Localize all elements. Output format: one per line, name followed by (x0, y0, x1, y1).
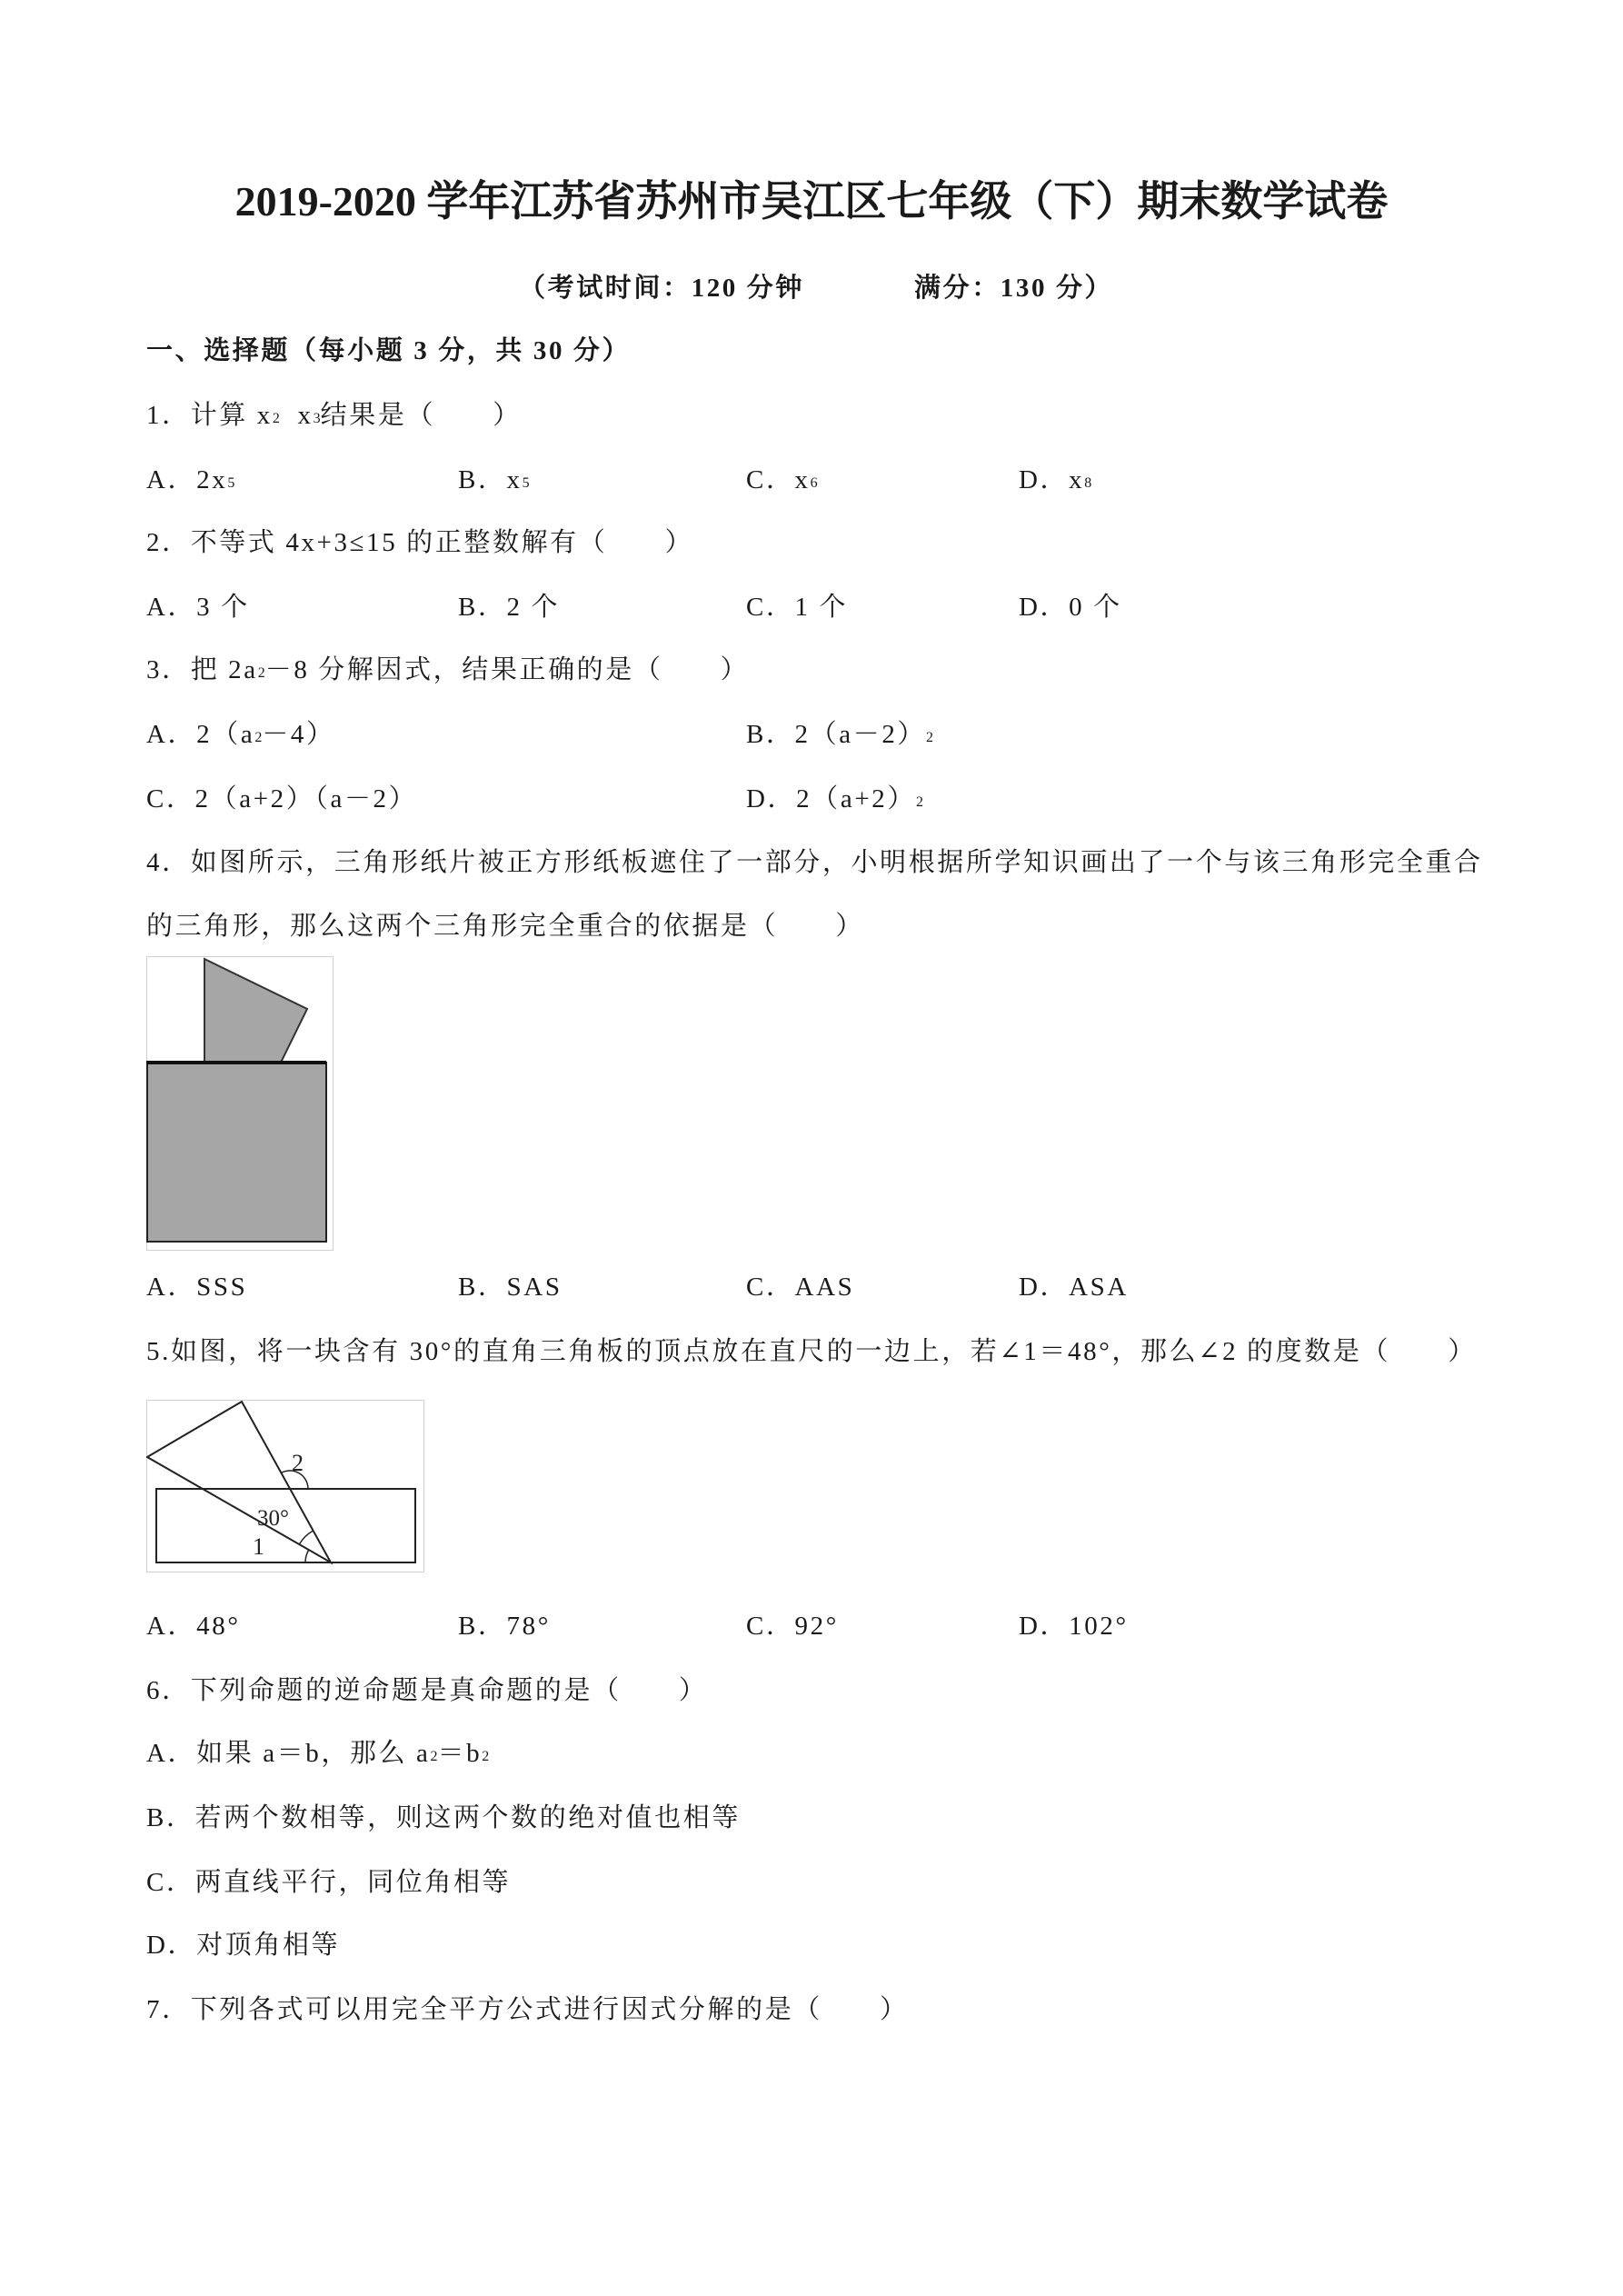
angle-30-arc (299, 1531, 313, 1544)
exponent: 2 (254, 730, 263, 746)
q6-option-b: B．若两个数相等，则这两个数的绝对值也相等 (146, 1803, 741, 1832)
q2-option-a: A．3 个 (146, 593, 250, 622)
exponent: 6 (810, 475, 818, 492)
q1-option-c (746, 464, 818, 500)
question-1 (146, 399, 522, 435)
square-board (147, 1063, 326, 1242)
q2-option-b: B．2 个 (458, 593, 561, 622)
question-4-line-1: 4．如图所示，三角形纸片被正方形纸板遮住了一部分，小明根据所学知识画出了一个与该三角形完全重合 (146, 848, 1483, 877)
option-text: A．如果 a＝b，那么 a (146, 1739, 431, 1768)
question-text: 结果是（ ） (320, 401, 522, 430)
q1-option-d (1019, 464, 1091, 500)
q5-option-c: C．92° (746, 1612, 839, 1641)
q3-option-a (146, 718, 335, 754)
q1-option-b (458, 464, 530, 500)
exponent: 2 (926, 730, 934, 746)
question-7: 7．下列各式可以用完全平方公式进行因式分解的是（ ） (146, 1995, 909, 2024)
option-text: B．x (458, 465, 523, 494)
option-text: D．x (1019, 465, 1085, 494)
section-header: 一、选择题（每小题 3 分，共 30 分） (146, 336, 632, 365)
q2-option-d: D．0 个 (1019, 593, 1122, 622)
exam-time: （考试时间：120 分钟 (519, 274, 804, 303)
exponent: 5 (522, 475, 530, 492)
q5-figure-triangle-ruler (146, 1400, 424, 1572)
option-text: －4） (262, 720, 335, 749)
partial-triangle (204, 959, 307, 1063)
q2-option-c: C．1 个 (746, 593, 849, 622)
q1-option-a (146, 464, 234, 500)
q6-option-a (146, 1737, 489, 1773)
question-text: －8 分解因式，结果正确的是（ ） (264, 655, 750, 684)
exponent: 3 (313, 411, 321, 427)
question-text: 1．计算 x (146, 401, 273, 430)
exponent: 2 (915, 794, 923, 811)
option-text: D．2（a+2） (746, 784, 916, 814)
q3-option-d (746, 783, 923, 819)
q4-figure-triangle-square (146, 956, 334, 1251)
question-text: 3．把 2a (146, 655, 258, 684)
question-6: 6．下列命题的逆命题是真命题的是（ ） (146, 1676, 708, 1705)
question-5: 5.如图，将一块含有 30°的直角三角板的顶点放在直尺的一边上，若∠1＝48°，那么∠2 的度数是（ ） (146, 1337, 1477, 1366)
question-3 (146, 654, 749, 690)
exponent: 2 (430, 1749, 438, 1765)
angle-2-label: 2 (292, 1450, 304, 1476)
q5-option-a: A．48° (146, 1612, 241, 1641)
q5-option-b: B．78° (458, 1612, 551, 1641)
question-2: 2．不等式 4x+3≤15 的正整数解有（ ） (146, 528, 694, 557)
option-text: ＝b (437, 1739, 483, 1768)
q6-option-c: C．两直线平行，同位角相等 (146, 1868, 512, 1897)
q5-option-d: D．102° (1019, 1612, 1129, 1641)
option-text: A．2（a (146, 720, 255, 749)
exponent: 8 (1084, 475, 1092, 492)
angle-1-arc (305, 1550, 309, 1562)
option-text: B．2（a－2） (746, 720, 927, 749)
figure-frame (147, 1401, 424, 1572)
question-4-line-2: 的三角形，那么这两个三角形完全重合的依据是（ ） (146, 912, 865, 941)
q4-option-c: C．AAS (746, 1273, 855, 1302)
q3-option-b (746, 718, 933, 754)
q3-option-c: C．2（a+2）（a－2） (146, 784, 418, 814)
question-text: x (279, 401, 314, 430)
option-text: C．x (746, 465, 811, 494)
q4-option-a: A．SSS (146, 1273, 248, 1302)
angle-30-label: 30° (257, 1506, 289, 1531)
page-title: 2019-2020 学年江苏省苏州市吴江区七年级（下）期末数学试卷 (234, 178, 1389, 225)
option-text: A．2x (146, 465, 228, 494)
exponent: 2 (257, 665, 265, 682)
q4-option-d: D．ASA (1019, 1273, 1129, 1302)
exponent: 5 (227, 475, 235, 492)
exponent: 2 (482, 1749, 490, 1765)
q6-option-d: D．对顶角相等 (146, 1931, 341, 1960)
exponent: 2 (272, 411, 280, 427)
q4-option-b: B．SAS (458, 1273, 563, 1302)
angle-1-label: 1 (253, 1533, 264, 1560)
exam-full-score: 满分：130 分） (914, 274, 1114, 303)
